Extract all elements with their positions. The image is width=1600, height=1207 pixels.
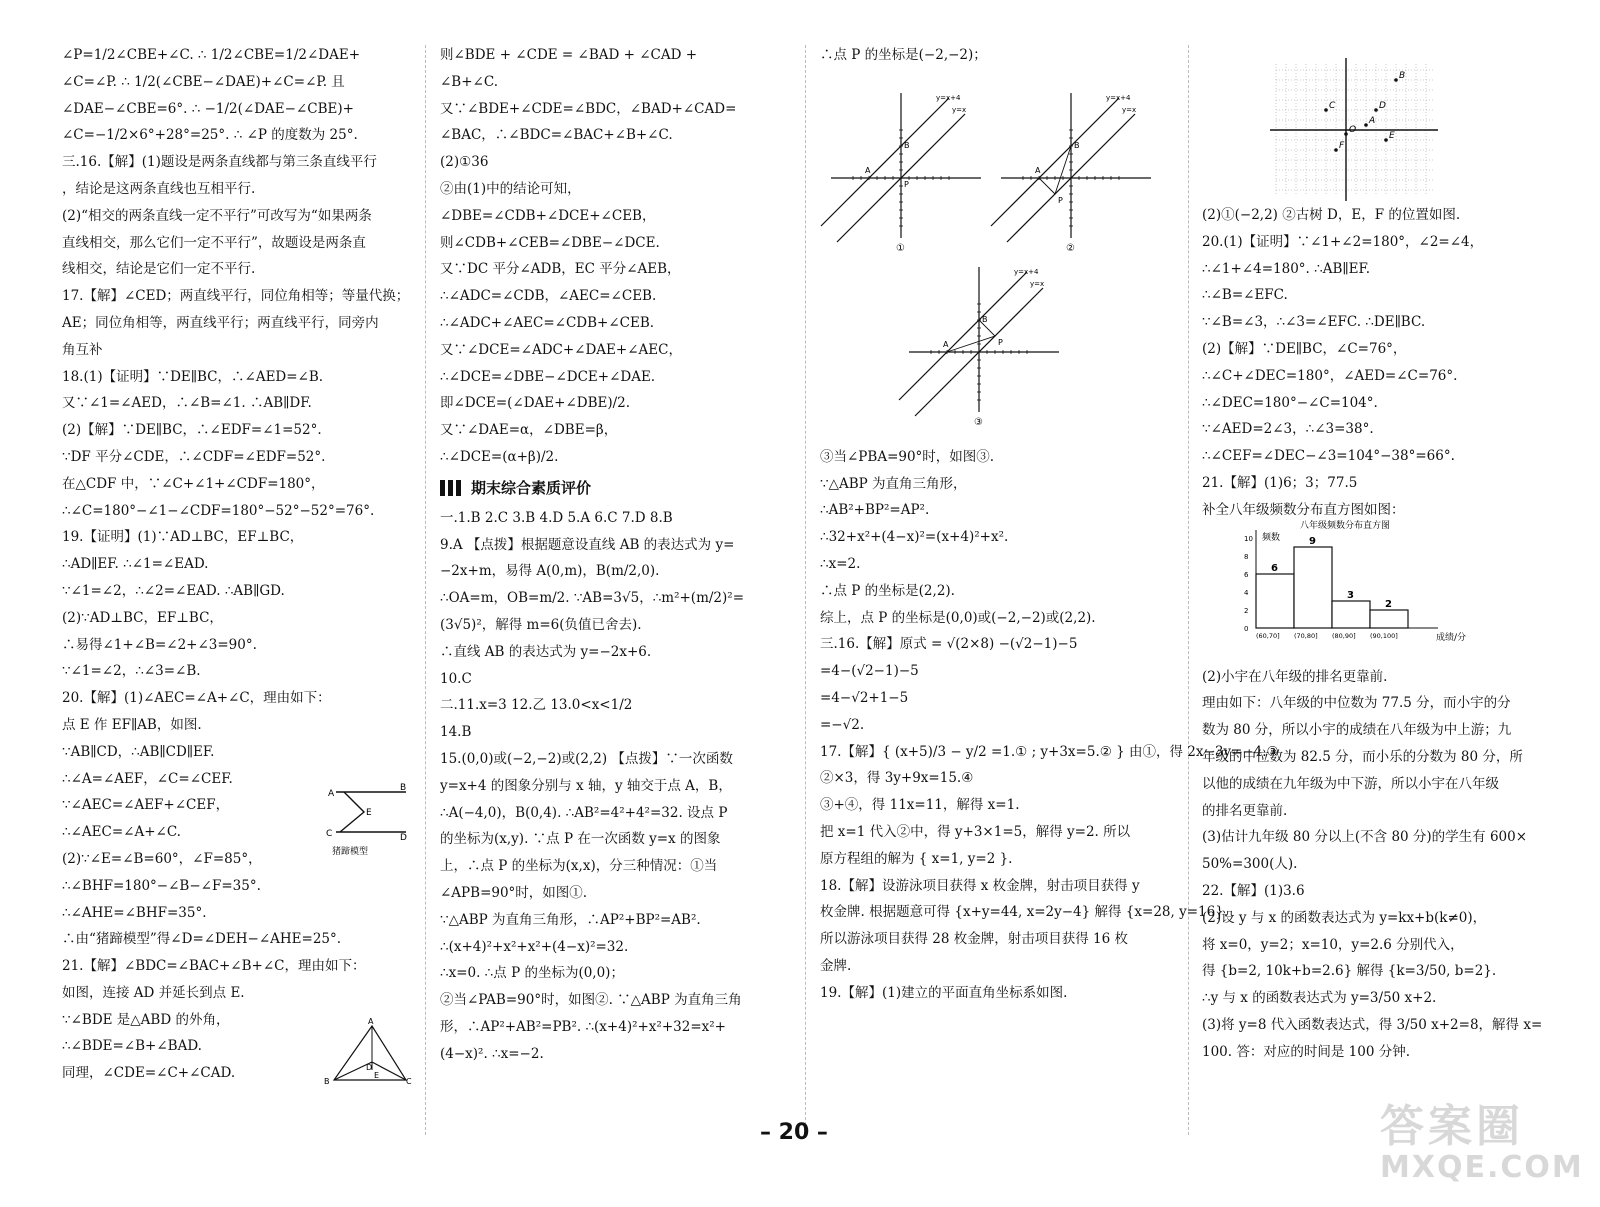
grid-point <box>1394 78 1398 82</box>
text-line: 17.【解】{ (x+5)/3 − y/2 =1.① ; y+3x=5.② } 由①，得 2x−3y=−4.③ <box>820 743 1279 760</box>
text-line: 17.【解】∠CED；两直线平行，同位角相等；等量代换； <box>62 288 410 305</box>
point-A-label: A <box>865 166 871 175</box>
point-A-label: A <box>943 340 949 349</box>
text-line: (2)【解】∵DE∥BC，∠C=76°， <box>1202 340 1407 357</box>
section-header <box>440 473 792 503</box>
x-tick-label: (90,100] <box>1370 632 1398 640</box>
figure-number: ② <box>1066 243 1075 254</box>
text-line: (2)“相交的两条直线一定不平行”可改写为“如果两条 <box>62 207 372 224</box>
grid-point <box>1334 148 1338 152</box>
text-line: ∴∠DEC=180°−∠C=104°. <box>1202 394 1378 411</box>
text-line: ∵∠BDE 是△ABD 的外角， <box>62 1011 230 1028</box>
text-line: 以他的成绩在九年级为中下游，所以小宇在八年级 <box>1202 775 1499 792</box>
text-line: 理由如下：八年级的中位数为 77.5 分，而小宇的分 <box>1202 695 1511 712</box>
grid-point-label: D <box>1379 101 1386 111</box>
text-line: 把 x=1 代入②中，得 y+3×1=5，解得 y=2. 所以 <box>820 823 1131 840</box>
point-B-label: B <box>904 141 910 150</box>
text-line: ∵△ABP 为直角三角形，∴AP²+BP²=AB². <box>440 911 701 928</box>
text-line: 将 x=0，y=2；x=10，y=2.6 分别代入， <box>1202 936 1464 953</box>
line-y-x-plus-4 <box>899 272 1027 400</box>
point-A-label: A <box>1035 166 1041 175</box>
text-line: (3)将 y=8 代入函数表达式，得 3/50 x+2=8，解得 x= <box>1202 1016 1543 1033</box>
grid-point-label: B <box>1399 71 1406 81</box>
text-line: 则∠CDB+∠CEB=∠DBE−∠DCE. <box>440 234 660 251</box>
histogram-bar <box>1332 601 1370 628</box>
text-line: 又∵DC 平分∠ADB，EC 平分∠AEB， <box>440 261 681 278</box>
bar-value-label: 9 <box>1309 536 1316 547</box>
text-line: 直线相交，那么它们一定不平行”，故题设是两条直 <box>62 234 366 251</box>
text-line: ∴∠ADC=∠CDB，∠AEC=∠CEB. <box>440 288 657 305</box>
figure-2-coordinate-plane <box>996 88 1156 258</box>
y-tick-label: 2 <box>1244 607 1249 615</box>
line-label: y=x+4 <box>1106 94 1131 102</box>
text-line: ②×3，得 3y+9x=15.④ <box>820 770 974 787</box>
point-B-label: B <box>1074 141 1080 150</box>
text-line: ②当∠PAB=90°时，如图②. ∵△ABP 为直角三角 <box>440 992 742 1009</box>
text-line: ③+④，得 11x=11，解得 x=1. <box>820 797 1020 814</box>
text-line: (2)∵AD⊥BC，EF⊥BC， <box>62 609 223 626</box>
svg-text:D: D <box>366 1063 373 1072</box>
text-line: ∴∠ADC+∠AEC=∠CDB+∠CEB. <box>440 314 655 331</box>
text-line: ∴∠C=180°−∠1−∠CDF=180°−52°−52°=76°. <box>62 502 375 519</box>
text-line: ∴OA=m，OB=m/2. ∵AB=3√5，∴m²+(m/2)²= <box>440 590 745 607</box>
text-line: ③当∠PBA=90°时，如图③. <box>820 448 995 465</box>
text-line: 点 E 作 EF∥AB，如图. <box>62 716 202 733</box>
y-tick-label: 10 <box>1244 535 1253 543</box>
text-line: ∵∠B=∠3，∴∠3=∠EFC. ∴DE∥BC. <box>1202 314 1426 331</box>
svg-text:B: B <box>324 1077 330 1086</box>
text-line: (2)①(−2,2) ②古树 D，E，F 的位置如图. <box>1202 207 1461 223</box>
svg-text:C: C <box>326 829 333 839</box>
text-line: 19.【解】(1)建立的平面直角坐标系如图. <box>820 984 1068 1001</box>
x-tick-label: (70,80] <box>1294 632 1318 640</box>
text-line: 9.A 【点拨】根据题意设直线 AB 的表达式为 y= <box>440 536 735 553</box>
figure-3-coordinate-plane <box>904 262 1064 432</box>
bar-value-label: 6 <box>1271 563 1278 574</box>
text-line: 数为 80 分，所以小宇的成绩在八年级为中上游；九 <box>1202 722 1512 739</box>
svg-text:E: E <box>366 808 372 818</box>
figure-caption: 猪蹄模型 <box>332 847 369 857</box>
text-line: ∵∠1=∠2，∴∠3=∠B. <box>62 663 201 680</box>
chart-title: 八年级频数分布直方图 <box>1300 521 1391 531</box>
text-line: (2)∵∠E=∠B=60°，∠F=85°， <box>62 850 262 867</box>
line-label: y=x+4 <box>1014 268 1039 276</box>
text-line: AE；同位角相等，两直线平行；两直线平行，同旁内 <box>62 314 379 331</box>
text-line: ∴∠BDE=∠B+∠BAD. <box>62 1038 202 1055</box>
point-P-label: P <box>1058 196 1063 205</box>
text-line: 三.16.【解】原式 = √(2×8) −(√2−1)−5 <box>820 636 1078 653</box>
triangle-figure <box>322 1018 412 1090</box>
text-line: 在△CDF 中，∵∠C+∠1+∠CDF=180°， <box>62 475 325 492</box>
column-4-text-a <box>1202 202 1544 524</box>
histogram-bar <box>1370 610 1408 628</box>
grid-point <box>1364 123 1368 127</box>
column-divider <box>425 45 426 1135</box>
column-divider <box>1188 45 1189 1135</box>
text-line: −2x+m，易得 A(0,m)，B(m/2,0). <box>440 563 660 580</box>
text-line: ∵AB∥CD，∴AB∥CD∥EF. <box>62 743 215 760</box>
histogram-bar <box>1294 547 1332 628</box>
y-tick-label: 4 <box>1244 589 1249 597</box>
point-B-label: B <box>982 315 988 324</box>
bar-value-label: 3 <box>1347 590 1354 601</box>
text-line: 22.【解】(1)3.6 <box>1202 882 1305 899</box>
point-P-label: P <box>904 180 909 189</box>
grid-point <box>1384 138 1388 142</box>
text-line: 上，∴点 P 的坐标为(x,x)，分三种情况：①当 <box>440 858 718 875</box>
text-line: 19.【证明】(1)∵AD⊥BC，EF⊥BC， <box>62 529 304 546</box>
column-1 <box>62 42 412 1087</box>
svg-text:A: A <box>328 789 335 799</box>
text-line: 三.16.【解】(1)题设是两条直线都与第三条直线平行 <box>62 154 377 171</box>
text-line: ∴AD∥EF. ∴∠1=∠EAD. <box>62 556 209 573</box>
text-line: ∴∠AHE=∠BHF=35°. <box>62 904 207 921</box>
text-line: (4−x)². ∴x=−2. <box>440 1045 544 1062</box>
text-line: 年级的中位数为 82.5 分，而小乐的分数为 80 分，所 <box>1202 748 1523 765</box>
triangle-ABP <box>1039 146 1071 194</box>
text-line: 又∵∠1=∠AED，∴∠B=∠1. ∴AB∥DF. <box>62 395 312 412</box>
text-line: 如图，连接 AD 并延长到点 E. <box>62 984 245 1001</box>
grid-point <box>1374 108 1378 112</box>
figure-number: ① <box>896 243 905 254</box>
text-line: (3√5)²，解得 m=6(负值已舍去). <box>440 616 642 633</box>
text-line: ∠B+∠C. <box>440 73 498 90</box>
triangle-ABP <box>947 320 995 352</box>
section-title: 期末综合素质评价 <box>471 479 592 498</box>
grid-point-label: F <box>1339 141 1345 151</box>
figure-number: ③ <box>974 417 983 428</box>
text-line: 21.【解】∠BDC=∠BAC+∠B+∠C，理由如下： <box>62 958 366 975</box>
text-line: ∴AB²+BP²=AP². <box>820 502 930 519</box>
y-tick-label: 6 <box>1244 571 1249 579</box>
text-line: 补全八年级频数分布直方图如图： <box>1202 501 1405 518</box>
column-1-text <box>62 42 412 1087</box>
column-2-text-b <box>440 505 792 1068</box>
bar-value-label: 2 <box>1385 599 1392 610</box>
text-line: (2)小宇在八年级的排名更靠前. <box>1202 668 1388 685</box>
text-line: 100. 答：对应的时间是 100 分钟. <box>1202 1043 1410 1060</box>
text-line: 线相交，结论是它们一定不平行. <box>62 261 256 278</box>
text-line: ∵DF 平分∠CDE，∴∠CDF=∠EDF=52°. <box>62 448 326 465</box>
text-line: ∵∠AED=2∠3，∴∠3=38°. <box>1202 421 1374 438</box>
text-line: ∠BAC，∴∠BDC=∠BAC+∠B+∠C. <box>440 127 673 144</box>
text-line: 所以游泳项目获得 28 枚金牌，射击项目获得 16 枚 <box>820 931 1129 948</box>
text-line: ∴点 P 的坐标是(2,2). <box>820 582 955 599</box>
text-line: ∴∠CEF=∠DEC−∠3=104°−38°=66°. <box>1202 448 1455 465</box>
text-line: 18.【解】设游泳项目获得 x 枚金牌，射击项目获得 y <box>820 877 1140 894</box>
figure-1-coordinate-plane <box>826 88 986 258</box>
text-line: ∠C=∠P. ∴ 1/2(∠CBE−∠DAE)+∠C=∠P. 且 <box>62 73 345 90</box>
column-3-text-a <box>820 42 1170 69</box>
coordinate-grid-figure <box>1268 56 1448 206</box>
y-tick-label: 0 <box>1244 625 1249 633</box>
y-tick-label: 8 <box>1244 553 1249 561</box>
text-line: 又∵∠DAE=α，∠DBE=β， <box>440 422 618 439</box>
text-line: 又∵∠BDE+∠CDE=∠BDC，∠BAD+∠CAD= <box>440 100 737 117</box>
text-line: 的排名更靠前. <box>1202 802 1288 819</box>
grid-point-label: C <box>1329 101 1336 111</box>
text-line: ②由(1)中的结论可知， <box>440 180 581 197</box>
text-line: ∵∠AEC=∠AEF+∠CEF， <box>62 797 230 814</box>
column-divider <box>805 45 806 1135</box>
text-line: 15.(0,0)或(−2,−2)或(2,2) 【点拨】∵一次函数 <box>440 750 733 767</box>
text-line: =4−(√2−1)−5 <box>820 663 919 680</box>
text-line: (2)设 y 与 x 的函数表达式为 y=kx+b(k≠0)， <box>1202 909 1487 926</box>
text-line: 同理，∠CDE=∠C+∠CAD. <box>62 1065 236 1082</box>
text-line: 金牌. <box>820 957 852 974</box>
grid-point <box>1324 108 1328 112</box>
text-line: ∠APB=90°时，如图①. <box>440 884 588 901</box>
text-line: 50%=300(人). <box>1202 856 1298 873</box>
y-axis-label: 频数 <box>1262 533 1281 543</box>
text-line: ∠P=1/2∠CBE+∠C. ∴ 1/2∠CBE=1/2∠DAE+ <box>62 47 361 63</box>
text-line: ∴32+x²+(4−x)²=(x+4)²+x². <box>820 529 1009 546</box>
line-label: y=x <box>952 106 967 114</box>
text-line: 一.1.B 2.C 3.B 4.D 5.A 6.C 7.D 8.B <box>440 509 673 526</box>
line-y-x-plus-4 <box>821 98 949 226</box>
text-line: ∴∠BHF=180°−∠B−∠F=35°. <box>62 877 261 894</box>
text-line: ，结论是这两条直线也互相平行. <box>62 180 256 197</box>
text-line: ∴y 与 x 的函数表达式为 y=3/50 x+2. <box>1202 990 1437 1007</box>
text-line: 20.【解】(1)∠AEC=∠A+∠C，理由如下： <box>62 690 331 707</box>
text-line: ∴∠B=∠EFC. <box>1202 287 1288 304</box>
text-line: 10.C <box>440 670 472 687</box>
point-P-label: P <box>998 338 1003 347</box>
text-line: 二.11.x=3 12.乙 13.0<x<1/2 <box>440 697 633 714</box>
svg-text:B: B <box>400 783 407 793</box>
text-line: ∴∠AEC=∠A+∠C. <box>62 824 181 841</box>
text-line: ∴A(−4,0)，B(0,4). ∴AB²=4²+4²=32. 设点 P <box>440 804 728 821</box>
grid-point-label: A <box>1369 116 1376 126</box>
pig-hoof-model-figure <box>322 783 412 858</box>
text-line: ∠DBE=∠CDB+∠DCE+∠CEB， <box>440 207 656 224</box>
text-line: 角互补 <box>62 341 103 358</box>
column-4-text-b <box>1202 664 1544 1066</box>
text-line: =−√2. <box>820 716 865 733</box>
grid-point-label: O <box>1349 125 1357 135</box>
text-line: ∴∠DCE=(α+β)/2. <box>440 448 559 465</box>
line-label: y=x+4 <box>936 94 961 102</box>
text-line: ∴易得∠1+∠B=∠2+∠3=90°. <box>62 636 257 653</box>
text-line: ∴∠DCE=∠DBE−∠DCE+∠DAE. <box>440 368 656 385</box>
section-bars-icon <box>440 480 461 496</box>
x-tick-label: (80,90] <box>1332 632 1356 640</box>
text-line: (2)【解】∵DE∥BC，∴∠EDF=∠1=52°. <box>62 422 322 439</box>
text-line: 得 {b=2, 10k+b=2.6} 解得 {k=3/50, b=2}. <box>1202 963 1497 980</box>
column-2-text-a <box>440 42 792 471</box>
text-line: ∠C=−1/2×6°+28°=25°. ∴ ∠P 的度数为 25°. <box>62 127 358 144</box>
grid-point-label: E <box>1389 131 1395 141</box>
text-line: (2)①36 <box>440 154 489 171</box>
text-line: 即∠DCE=(∠DAE+∠DBE)/2. <box>440 395 631 412</box>
text-line: ∴点 P 的坐标是(−2,−2)； <box>820 47 987 63</box>
svg-text:A: A <box>368 1017 374 1026</box>
text-line: ∵∠1=∠2，∴∠2=∠EAD. ∴AB∥GD. <box>62 582 285 599</box>
text-line: ∴∠1+∠4=180°. ∴AB∥EF. <box>1202 260 1371 277</box>
text-line: 则∠BDE + ∠CDE = ∠BAD + ∠CAD + <box>440 47 698 63</box>
text-line: 又∵∠DCE=∠ADC+∠DAE+∠AEC， <box>440 341 682 358</box>
line-label: y=x <box>1122 106 1137 114</box>
text-line: ∴x=2. <box>820 555 861 572</box>
text-line: 枚金牌. 根据题意可得 {x+y=44, x=2y−4} 解得 {x=28, y=16}. <box>820 904 1229 921</box>
text-line: 18.(1)【证明】∵DE∥BC，∴∠AED=∠B. <box>62 368 324 385</box>
line-label: y=x <box>1030 280 1045 288</box>
text-line: 14.B <box>440 724 472 741</box>
x-axis-label: 成绩/分 <box>1436 633 1467 643</box>
column-2 <box>440 42 792 1067</box>
text-line: ∴x=0. ∴点 P 的坐标为(0,0)； <box>440 965 624 982</box>
text-line: y=x+4 的图象分别与 x 轴，y 轴交于点 A，B， <box>440 777 732 794</box>
line-y-x-plus-4 <box>991 98 1119 226</box>
text-line: (3)估计九年级 80 分以上(不含 80 分)的学生有 600× <box>1202 829 1528 846</box>
text-line: 综上，点 P 的坐标是(0,0)或(−2,−2)或(2,2). <box>820 609 1096 626</box>
text-line: ∴直线 AB 的表达式为 y=−2x+6. <box>440 643 652 660</box>
page-number: – 20 – <box>760 1120 828 1145</box>
watermark-logo: 答案圈 MXQE.COM <box>1380 1101 1584 1185</box>
svg-text:E: E <box>374 1071 380 1080</box>
text-line: 原方程组的解为 { x=1, y=2 }. <box>820 850 1013 867</box>
text-line: 21.【解】(1)6；3；77.5 <box>1202 474 1358 491</box>
text-line: 的坐标为(x,y). ∵点 P 在一次函数 y=x 的图象 <box>440 831 721 848</box>
text-line: ∵△ABP 为直角三角形， <box>820 475 967 492</box>
text-line: 形，∴AP²+AB²=PB². ∴(x+4)²+x²+32=x²+ <box>440 1018 726 1035</box>
text-line: ∠DAE−∠CBE=6°. ∴ −1/2(∠DAE−∠CBE)+ <box>62 100 354 117</box>
svg-text:D: D <box>400 833 407 843</box>
text-line: 20.(1)【证明】∵∠1+∠2=180°，∠2=∠4， <box>1202 233 1484 250</box>
svg-text:C: C <box>406 1077 412 1086</box>
text-line: ∴∠A=∠AEF，∠C=∠CEF. <box>62 770 233 787</box>
text-line: =4−√2+1−5 <box>820 689 909 706</box>
x-tick-label: (60,70] <box>1256 632 1280 640</box>
text-line: ∴∠C+∠DEC=180°，∠AED=∠C=76°. <box>1202 367 1458 384</box>
grid-point <box>1344 132 1348 136</box>
histogram-bar <box>1256 574 1294 628</box>
frequency-histogram <box>1240 518 1480 648</box>
text-line: ∴(x+4)²+x²+x²+(4−x)²=32. <box>440 938 629 955</box>
text-line: ∴由“猪蹄模型”得∠D=∠DEH−∠AHE=25°. <box>62 931 342 948</box>
